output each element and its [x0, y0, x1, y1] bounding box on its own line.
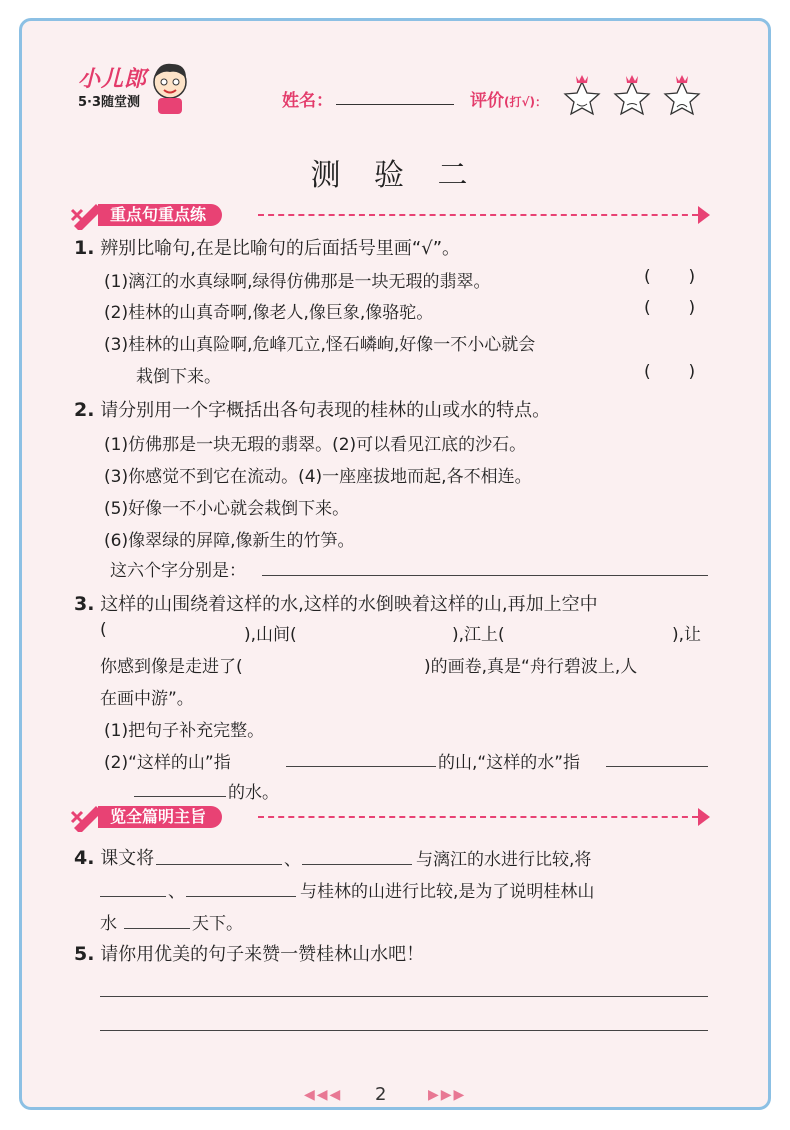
- q4-comma: 、: [168, 882, 185, 902]
- section-header-2: [70, 802, 710, 832]
- logo-sub-text: 5·3随堂测: [78, 95, 141, 110]
- evaluation-label: [470, 86, 547, 111]
- question-5: [74, 940, 424, 966]
- q2-item: (3)你感觉不到它在流动。(4)一座座拔地而起,各不相连。: [104, 467, 532, 487]
- star-neutral-icon[interactable]: [615, 75, 649, 114]
- question-text: 请你用优美的句子来赞一赞桂林山水吧！: [100, 944, 425, 965]
- question-2: [74, 396, 550, 422]
- q2-answer-line[interactable]: [262, 575, 708, 576]
- next-page-icon[interactable]: ▶▶▶: [428, 1087, 467, 1103]
- question-number: 5.: [74, 943, 95, 965]
- q5-answer-line-1[interactable]: [100, 996, 708, 997]
- q4-text: 与桂林的山进行比较,是为了说明桂林山: [300, 882, 595, 902]
- q4-blank-2[interactable]: [302, 864, 412, 865]
- question-number: 2.: [74, 399, 95, 421]
- logo-main-text: 小儿郎: [78, 67, 148, 92]
- star-sad-icon[interactable]: [665, 75, 699, 114]
- q2-item: (6)像翠绿的屏障,像新生的竹笋。: [104, 531, 355, 551]
- q4-blank-1[interactable]: [156, 864, 282, 865]
- question-text: 辨别比喻句,在是比喻句的后面括号里画“√”。: [100, 238, 461, 259]
- q1-item-3-cont: 栽倒下来。: [136, 367, 221, 387]
- question-3: [74, 590, 598, 616]
- evaluation-hint: (打√)：: [504, 95, 547, 109]
- q3-text-mountain: ),山间(: [244, 625, 297, 645]
- q4-text: 水: [100, 914, 117, 934]
- prev-page-icon[interactable]: ◀◀◀: [304, 1087, 343, 1103]
- section-1-label: 重点句重点练: [98, 204, 222, 226]
- q3-sub-2: (2)“这样的山”指: [104, 753, 231, 773]
- section-header-1: [70, 200, 710, 230]
- q3-water-answer-a[interactable]: [606, 766, 708, 767]
- q3-text-line4: 在画中游”。: [100, 689, 194, 709]
- q3-text-river: ),江上(: [452, 625, 505, 645]
- q3-mountain-answer[interactable]: [286, 766, 436, 767]
- question-text: 请分别用一个字概括出各句表现的桂林的山或水的特点。: [100, 400, 551, 421]
- q3-text-end: ),让: [672, 625, 702, 645]
- q5-answer-line-2[interactable]: [100, 1030, 708, 1031]
- q3-sub-1: (1)把句子补充完整。: [104, 721, 265, 741]
- question-number: 1.: [74, 237, 95, 259]
- page-number: 2: [375, 1084, 387, 1105]
- q4-comma: 、: [284, 850, 301, 870]
- name-field[interactable]: [336, 104, 454, 105]
- q3-sub-2-end: 的水。: [228, 783, 279, 803]
- question-1: [74, 234, 460, 260]
- question-number: 3.: [74, 593, 95, 615]
- section-2-label: 览全篇明主旨: [98, 806, 222, 828]
- q4-text: 天下。: [192, 914, 243, 934]
- q3-water-answer-b[interactable]: [134, 796, 226, 797]
- arrow-right-icon: [698, 808, 710, 826]
- question-4: [74, 844, 154, 870]
- section-divider: [258, 816, 698, 818]
- arrow-right-icon: [698, 206, 710, 224]
- q3-text-quote: )的画卷,真是“舟行碧波上,人: [424, 657, 638, 677]
- q3-blank-sky-open: (: [100, 620, 107, 640]
- q4-text: 与漓江的水进行比较,将: [416, 850, 592, 870]
- q2-item: (5)好像一不小心就会栽倒下来。: [104, 499, 350, 519]
- brand-logo: [78, 62, 147, 110]
- question-text: 课文将: [100, 848, 155, 869]
- q4-blank-5[interactable]: [124, 928, 190, 929]
- section-divider: [258, 214, 698, 216]
- q3-sub-2-mid: 的山,“这样的水”指: [438, 753, 581, 773]
- q4-blank-3[interactable]: [100, 896, 166, 897]
- evaluation-label-text: 评价: [470, 91, 504, 111]
- q4-blank-4[interactable]: [186, 896, 296, 897]
- q1-answer-3[interactable]: ( ): [644, 362, 696, 382]
- name-label: 姓名：: [282, 91, 333, 111]
- mascot-icon: [148, 60, 192, 120]
- q3-text-scroll: 你感到像是走进了(: [100, 657, 243, 677]
- q2-answer-label: 这六个字分别是：: [110, 561, 246, 581]
- page-title: 测 验 二: [310, 158, 480, 193]
- rating-stars: [560, 68, 710, 122]
- star-happy-icon[interactable]: [565, 75, 599, 114]
- q1-item-3: (3)桂林的山真险啊,危峰兀立,怪石嶙峋,好像一不小心就会: [104, 335, 536, 355]
- question-text: 这样的山围绕着这样的水,这样的水倒映着这样的山,再加上空中: [100, 594, 598, 615]
- q1-item-1: (1)漓江的水真绿啊,绿得仿佛那是一块无瑕的翡翠。: [104, 272, 491, 292]
- q1-item-2: (2)桂林的山真奇啊,像老人,像巨象,像骆驼。: [104, 303, 434, 323]
- q1-answer-1[interactable]: ( ): [644, 267, 696, 287]
- question-number: 4.: [74, 847, 95, 869]
- q1-answer-2[interactable]: ( ): [644, 298, 696, 318]
- q2-item: (1)仿佛那是一块无瑕的翡翠。(2)可以看见江底的沙石。: [104, 435, 527, 455]
